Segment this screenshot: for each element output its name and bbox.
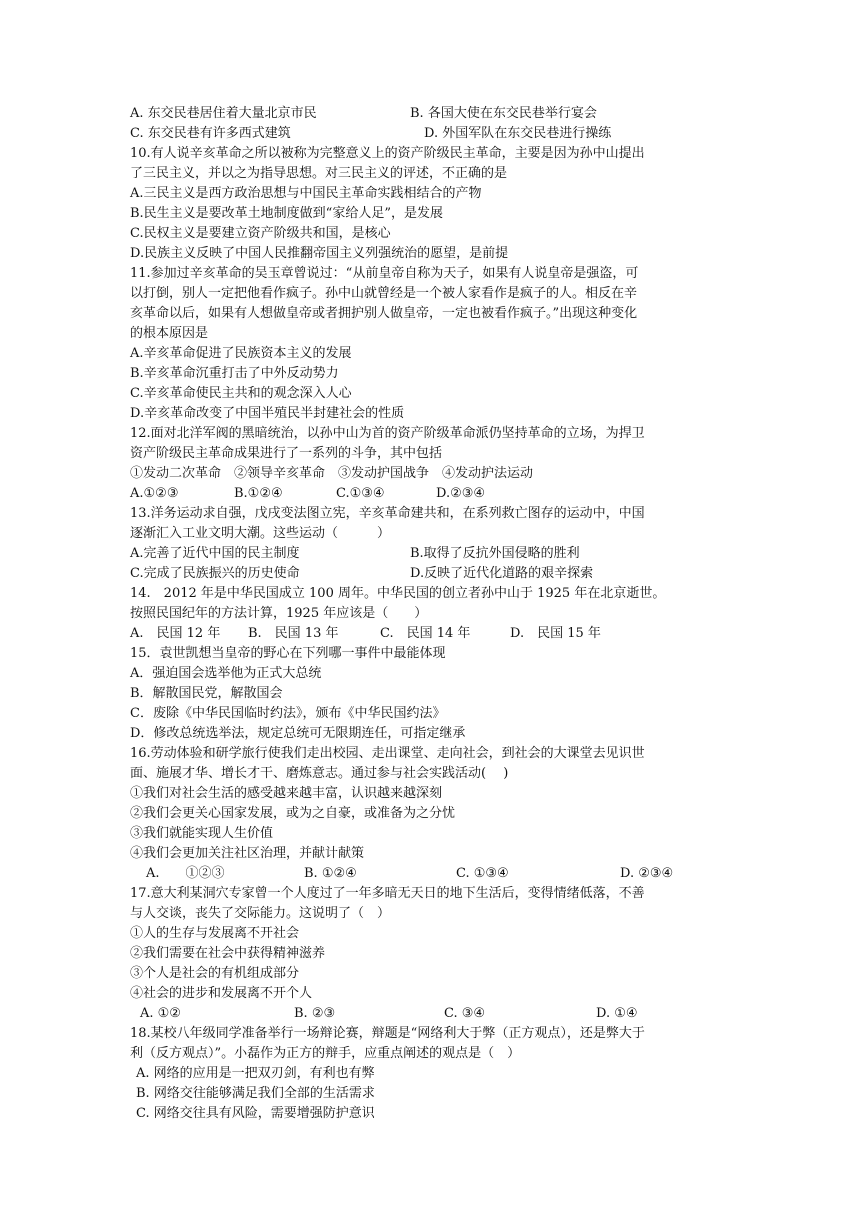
q16-item-4: ④我们会更加关注社区治理，并献计献策 <box>130 846 365 861</box>
q9-option-d: D. 外国军队在东交民巷进行操练 <box>424 126 612 141</box>
q9-option-b: B. 各国大使在东交民巷举行宴会 <box>410 106 597 121</box>
q11-option-b: B.辛亥革命沉重打击了中外反动势力 <box>130 366 339 381</box>
q10-stem-line2: 了三民主义，并以之为指导思想。对三民主义的评述，不正确的是 <box>130 166 508 181</box>
q11-stem-line2: 以打倒，别人一定把他看作疯子。孙中山就曾经是一个被人家看作是疯子的人。相反在辛 <box>130 286 638 301</box>
q16-item-1: ①我们对社会生活的感受越来越丰富，认识越来越深刻 <box>130 786 443 801</box>
q18-stem-line1: 18.某校八年级同学准备举行一场辩论赛，辩题是“网络利大于弊（正方观点），还是弊大于 <box>130 1026 645 1041</box>
q18-option-a: A. 网络的应用是一把双刃剑，有利也有弊 <box>136 1066 375 1081</box>
q14-option-d: D. 民国 15 年 <box>510 626 601 641</box>
q16-option-b: B. ①②④ <box>304 866 357 881</box>
q13-option-b: B.取得了反抗外国侵略的胜利 <box>410 546 580 561</box>
q15-option-a: A．强迫国会选举他为正式大总统 <box>130 666 322 681</box>
q16-option-a: A. ①②③ <box>146 866 225 881</box>
q9-option-a: A. 东交民巷居住着大量北京市民 <box>130 106 317 121</box>
q10-option-a: A.三民主义是西方政治思想与中国民主革命实践相结合的产物 <box>130 186 482 201</box>
q13-stem-line2: 逐渐汇入工业文明大潮。这些运动（ ） <box>130 526 391 541</box>
q10-option-c: C.民权主义是要建立资产阶级共和国，是核心 <box>130 226 391 241</box>
q17-option-b: B. ②③ <box>294 1006 336 1021</box>
q18-option-b: B. 网络交往能够满足我们全部的生活需求 <box>136 1086 375 1101</box>
q12-stem-line1: 12.面对北洋军阀的黑暗统治，以孙中山为首的资产阶级革命派仍坚持革命的立场，为捍卫 <box>130 426 645 441</box>
q11-option-c: C.辛亥革命使民主共和的观念深入人心 <box>130 386 352 401</box>
q16-option-c: C. ①③④ <box>456 866 509 881</box>
q17-item-4: ④社会的进步和发展离不开个人 <box>130 986 313 1001</box>
q12-items: ①发动二次革命 ②领导辛亥革命 ③发动护国战争 ④发动护法运动 <box>130 466 534 481</box>
q11-stem-line4: 的根本原因是 <box>130 326 209 341</box>
q10-option-d: D.民族主义反映了中国人民推翻帝国主义列强统治的愿望，是前提 <box>130 246 509 261</box>
q18-stem-line2: 利（反方观点）”。小磊作为正方的辩手，应重点阐述的观点是（ ） <box>130 1046 521 1061</box>
q13-option-d: D.反映了近代化道路的艰辛探索 <box>410 566 594 581</box>
q14-stem-line1: 14. 2012 年是中华民国成立 100 周年。中华民国的创立者孙中山于 1925 年在北京逝世。 <box>130 586 666 601</box>
q14-option-a: A. 民国 12 年 <box>130 626 221 641</box>
q11-stem-line3: 亥革命以后，如果有人想做皇帝或者拥护别人做皇帝，一定也被看作疯子。”出现这种变化 <box>130 306 638 321</box>
q13-option-a: A.完善了近代中国的民主制度 <box>130 546 300 561</box>
q16-stem-line2: 面、施展才华、增长才干、磨炼意志。通过参与社会实践活动( ) <box>130 766 509 781</box>
q11-option-d: D.辛亥革命改变了中国半殖民半封建社会的性质 <box>130 406 405 421</box>
q15-option-c: C．废除《中华民国临时约法》，颁布《中华民国约法》 <box>130 706 446 721</box>
q12-option-d: D.②③④ <box>436 486 486 501</box>
q9-option-c: C. 东交民巷有许多西式建筑 <box>130 126 291 141</box>
q17-stem-line2: 与人交谈，丧失了交际能力。这说明了（ ） <box>130 906 391 921</box>
q12-option-c: C.①③④ <box>336 486 385 501</box>
q14-option-c: C. 民国 14 年 <box>380 626 471 641</box>
q18-option-c: C. 网络交往具有风险，需要增强防护意识 <box>136 1106 375 1121</box>
q17-option-c: C. ③④ <box>444 1006 486 1021</box>
q14-option-b: B. 民国 13 年 <box>248 626 339 641</box>
q12-stem-line2: 资产阶级民主革命成果进行了一系列的斗争，其中包括 <box>130 446 443 461</box>
q17-item-2: ②我们需要在社会中获得精神滋养 <box>130 946 326 961</box>
q16-item-2: ②我们会更关心国家发展，或为之自豪，或准备为之分忧 <box>130 806 456 821</box>
q10-option-b: B.民生主义是要改革土地制度做到“家给人足”，是发展 <box>130 206 443 221</box>
q15-stem: 15．袁世凯想当皇帝的野心在下列哪一事件中最能体现 <box>130 646 446 661</box>
q10-stem-line1: 10.有人说辛亥革命之所以被称为完整意义上的资产阶级民主革命，主要是因为孙中山提出 <box>130 146 645 161</box>
q13-option-c: C.完成了民族振兴的历史使命 <box>130 566 300 581</box>
q11-option-a: A.辛亥革命促进了民族资本主义的发展 <box>130 346 352 361</box>
q17-item-3: ③个人是社会的有机组成部分 <box>130 966 300 981</box>
q17-option-a: A. ①② <box>140 1006 181 1021</box>
q14-stem-line2: 按照民国纪年的方法计算，1925 年应该是（ ） <box>130 606 428 621</box>
q17-item-1: ①人的生存与发展离不开社会 <box>130 926 300 941</box>
q16-item-3: ③我们就能实现人生价值 <box>130 826 274 841</box>
q12-option-a: A.①②③ <box>130 486 179 501</box>
q16-option-d: D. ②③④ <box>620 866 674 881</box>
q17-stem-line1: 17.意大利某洞穴专家曾一个人度过了一年多暗无天日的地下生活后，变得情绪低落，不善 <box>130 886 645 901</box>
q13-stem-line1: 13.洋务运动求自强，戊戌变法图立宪，辛亥革命建共和，在系列救亡图存的运动中，中国 <box>130 506 645 521</box>
q16-stem-line1: 16.劳动体验和研学旅行使我们走出校园、走出课堂、走向社会，到社会的大课堂去见识世 <box>130 746 645 761</box>
q15-option-d: D．修改总统选举法，规定总统可无限期连任，可指定继承 <box>130 726 466 741</box>
q12-option-b: B.①②④ <box>234 486 283 501</box>
q11-stem-line1: 11.参加过辛亥革命的吴玉章曾说过：“从前皇帝自称为天子，如果有人说皇帝是强盗，可 <box>130 266 639 281</box>
q15-option-b: B．解散国民党，解散国会 <box>130 686 283 701</box>
q17-option-d: D. ①④ <box>596 1006 638 1021</box>
